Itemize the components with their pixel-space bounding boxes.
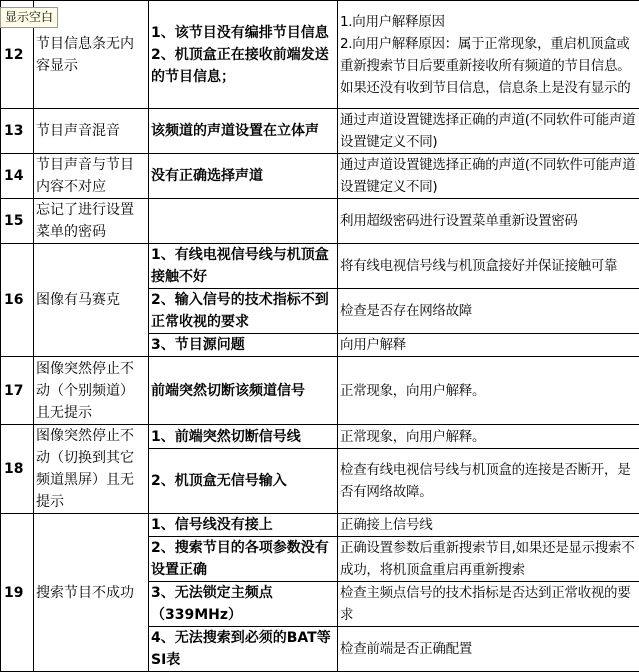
symptom-cell: 节目信息条无内容显示 (34, 1, 149, 109)
cause-cell: 1、有线电视信号线与机顶盒接触不好 (149, 244, 338, 289)
cause-cell: 1、信号线没有接上 (149, 514, 338, 537)
cause-cell: 3、节目源问题 (149, 334, 338, 357)
cause-cell: 前端突然切断该频道信号 (149, 357, 338, 425)
solution-cell: 正确接上信号线 (338, 514, 639, 537)
solution-cell: 向用户解释 (338, 334, 639, 357)
symptom-cell: 图像突然停止不动（切换到其它频道黑屏）且无提示 (34, 425, 149, 514)
solution-cell: 正常现象，向用户解释。 (338, 425, 639, 449)
solution-cell: 检查前端是否正确配置 (338, 627, 639, 672)
solution-cell: 正确设置参数后重新搜索节目,如果还是显示搜索不成功，将机顶盒重启再重新搜索 (338, 537, 639, 582)
solution-cell: 检查主频点信号的技术指标是否达到正常收视的要求 (338, 582, 639, 627)
row-number: 19 (1, 514, 34, 672)
solution-cell: 将有线电视信号线与机顶盒接好并保证接触可靠 (338, 244, 639, 289)
row-number: 15 (1, 199, 34, 244)
cause-cell: 4、无法搜索到必须的BAT等SI表 (149, 627, 338, 672)
solution-cell: 通过声道设置键选择正确的声道(不同软件可能声道设置键定义不同) (338, 109, 639, 154)
cause-cell: 3、无法锁定主频点（339MHz） (149, 582, 338, 627)
table-row (1, 425, 639, 449)
table-row (1, 199, 639, 244)
row-number: 16 (1, 244, 34, 357)
solution-text: 1.向用户解释原因 2.向用户解释原因：属于正常现象，重启机顶盒或重新搜索节目后要重新接收所有频道的节目信息。如果还没有收到节目信息，信息条上是没有显示的 (340, 11, 637, 99)
cause-cell (149, 1, 338, 109)
symptom-cell: 图像有马赛克 (34, 244, 149, 357)
symptom-cell: 搜索节目不成功 (34, 514, 149, 672)
cause-cell: 2、输入信号的技术指标不到正常收视的要求 (149, 289, 338, 334)
cause-cell: 2、搜索节目的各项参数没有设置正确 (149, 537, 338, 582)
cause-cell: 该频道的声道设置在立体声 (149, 109, 338, 154)
row-number: 13 (1, 109, 34, 154)
table-row (1, 109, 639, 154)
cause-cell (149, 199, 338, 244)
row-number: 18 (1, 425, 34, 514)
cause-cell: 2、机顶盒无信号输入 (149, 449, 338, 514)
cause-cell: 没有正确选择声道 (149, 154, 338, 199)
row-number: 14 (1, 154, 34, 199)
symptom-cell: 图像突然停止不动（个别频道）且无提示 (34, 357, 149, 425)
row-number: 17 (1, 357, 34, 425)
symptom-cell: 节目声音与节目内容不对应 (34, 154, 149, 199)
tooltip: 显示空白 (0, 7, 58, 28)
symptom-cell: 节目声音混音 (34, 109, 149, 154)
cause-cell: 1、前端突然切断信号线 (149, 425, 338, 449)
row-number: 12 (1, 1, 34, 109)
table-row (1, 357, 639, 425)
solution-cell (338, 1, 639, 109)
symptom-cell: 忘记了进行设置菜单的密码 (34, 199, 149, 244)
solution-cell: 检查是否存在网络故障 (338, 289, 639, 334)
solution-cell: 通过声道设置键选择正确的声道(不同软件可能声道设置键定义不同) (338, 154, 639, 199)
cause-text: 1、该节目没有编排节目信息 2、机顶盒正在接收前端发送的节目信息； (151, 22, 335, 88)
table-row (1, 1, 639, 109)
solution-cell: 检查有线电视信号线与机顶盒的连接是否断开，是否有网络故障。 (338, 449, 639, 514)
table-row (1, 514, 639, 537)
table-row (1, 154, 639, 199)
solution-cell: 正常现象，向用户解释。 (338, 357, 639, 425)
solution-cell: 利用超级密码进行设置菜单重新设置密码 (338, 199, 639, 244)
table-row (1, 244, 639, 289)
